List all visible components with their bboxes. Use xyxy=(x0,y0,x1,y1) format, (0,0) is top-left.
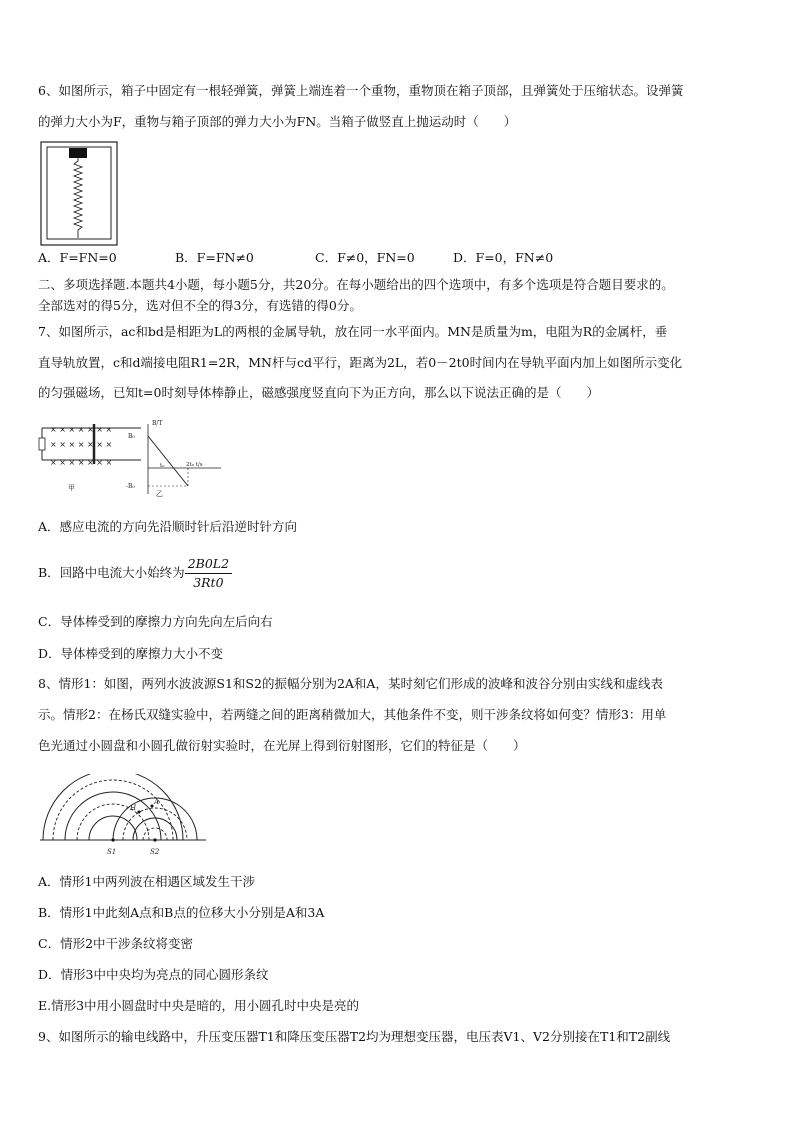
q7-line3: 的匀强磁场，已知t=0时刻导体棒静止，磁感强度竖直向下为正方向，那么以下说法正确的是（ ） xyxy=(38,385,599,400)
q6-option-d: D．F=0，FN≠0 xyxy=(453,250,554,265)
q8-option-c: C．情形2中干涉条纹将变密 xyxy=(38,936,194,951)
label-yi: 乙 xyxy=(156,490,163,498)
q8-option-e: E.情形3中用小圆盘时中央是暗的，用小圆孔时中央是亮的 xyxy=(38,998,360,1013)
q7-line1: 7、如图所示，ac和bd是相距为L的两根的金属导轨，放在同一水平面内。MN是质量为m，电阻为R的金属杆，垂 xyxy=(38,324,668,339)
q8-line3: 色光通过小圆盘和小圆孔做衍射实验时，在光屏上得到衍射图形，它们的特征是（ ） xyxy=(38,738,526,753)
label-2t0: 2t₀ t/s xyxy=(186,462,203,468)
svg-text:× × × × × × ×: × × × × × × × xyxy=(50,458,113,467)
label-a: A xyxy=(154,798,160,806)
q6-line2: 的弹力大小为F，重物与箱子顶部的弹力大小为FN。当箱子做竖直上抛运动时（ ） xyxy=(38,114,517,129)
q8-line2: 示。情形2：在杨氏双缝实验中，若两缝之间的距离稍微加大，其他条件不变，则干涉条纹将如何变？情形3：用单 xyxy=(38,707,667,722)
q7-option-c: C．导体棒受到的摩擦力方向先向左后向右 xyxy=(38,614,273,629)
q7-option-b xyxy=(38,555,232,592)
svg-text:× × × × × × ×: × × × × × × × xyxy=(50,440,113,449)
label-s1: S1 xyxy=(107,848,117,856)
label-b0: B₀ xyxy=(128,433,135,440)
label-h: H xyxy=(130,804,137,812)
q7-option-b-fraction xyxy=(185,555,232,592)
q6-option-c: C．F≠0，FN=0 xyxy=(315,250,415,265)
q7-option-d: D．导体棒受到的摩擦力大小不变 xyxy=(38,646,224,661)
section2-line1: 二、多项选择题.本题共4小题，每小题5分，共20分。在每小题给出的四个选项中，有多个选项是符合题目要求的。 xyxy=(38,277,674,292)
label-minus-b0: -B₀ xyxy=(126,483,135,490)
svg-text:× × × × × × ×: × × × × × × × xyxy=(50,425,113,434)
label-s2: S2 xyxy=(150,848,160,856)
q7-option-a: A．感应电流的方向先沿顺时针后沿逆时针方向 xyxy=(38,519,298,534)
q6-option-a: A．F=FN=0 xyxy=(38,250,117,265)
q8-option-a: A．情形1中两列波在相遇区域发生干涉 xyxy=(38,874,255,889)
fraction-denominator: 3Rt0 xyxy=(193,575,224,590)
q6-option-b: B．F=FN≠0 xyxy=(175,250,254,265)
q6-line1: 6、如图所示，箱子中固定有一根轻弹簧，弹簧上端连着一个重物，重物顶在箱子顶部，且弹簧处于压缩状态。设弹簧 xyxy=(38,83,684,98)
q8-line1: 8、情形1：如图，两列水波波源S1和S2的振幅分别为2A和A，某时刻它们形成的波峰和波谷分别由实线和虚线表 xyxy=(38,676,663,691)
q8-option-d: D．情形3中中央均为亮点的同心圆形条纹 xyxy=(38,967,269,982)
rail-magnetic-figure xyxy=(36,418,226,500)
label-bt: B/T xyxy=(152,420,163,427)
label-jia: 甲 xyxy=(68,484,75,492)
q8-option-b: B．情形1中此刻A点和B点的位移大小分别是A和3A xyxy=(38,905,325,920)
q7-line2: 直导轨放置，c和d端接电阻R1=2R，MN杆与cd平行，距离为2L，若0－2t0时间内在导轨平面内加上如图所示变化 xyxy=(38,355,683,370)
section2-line2: 全部选对的得5分，选对但不全的得3分，有选错的得0分。 xyxy=(38,298,362,313)
wave-interference-figure xyxy=(38,774,208,860)
q9-line1: 9、如图所示的输电线路中，升压变压器T1和降压变压器T2均为理想变压器，电压表V1、V2分别接在T1和T2副线 xyxy=(38,1029,671,1044)
q7-option-b-prefix: B．回路中电流大小始终为 xyxy=(38,565,185,580)
fraction-numerator: 2B0L2 xyxy=(185,555,232,574)
label-t0: t₀ xyxy=(160,463,165,469)
box-spring-figure xyxy=(40,141,118,246)
